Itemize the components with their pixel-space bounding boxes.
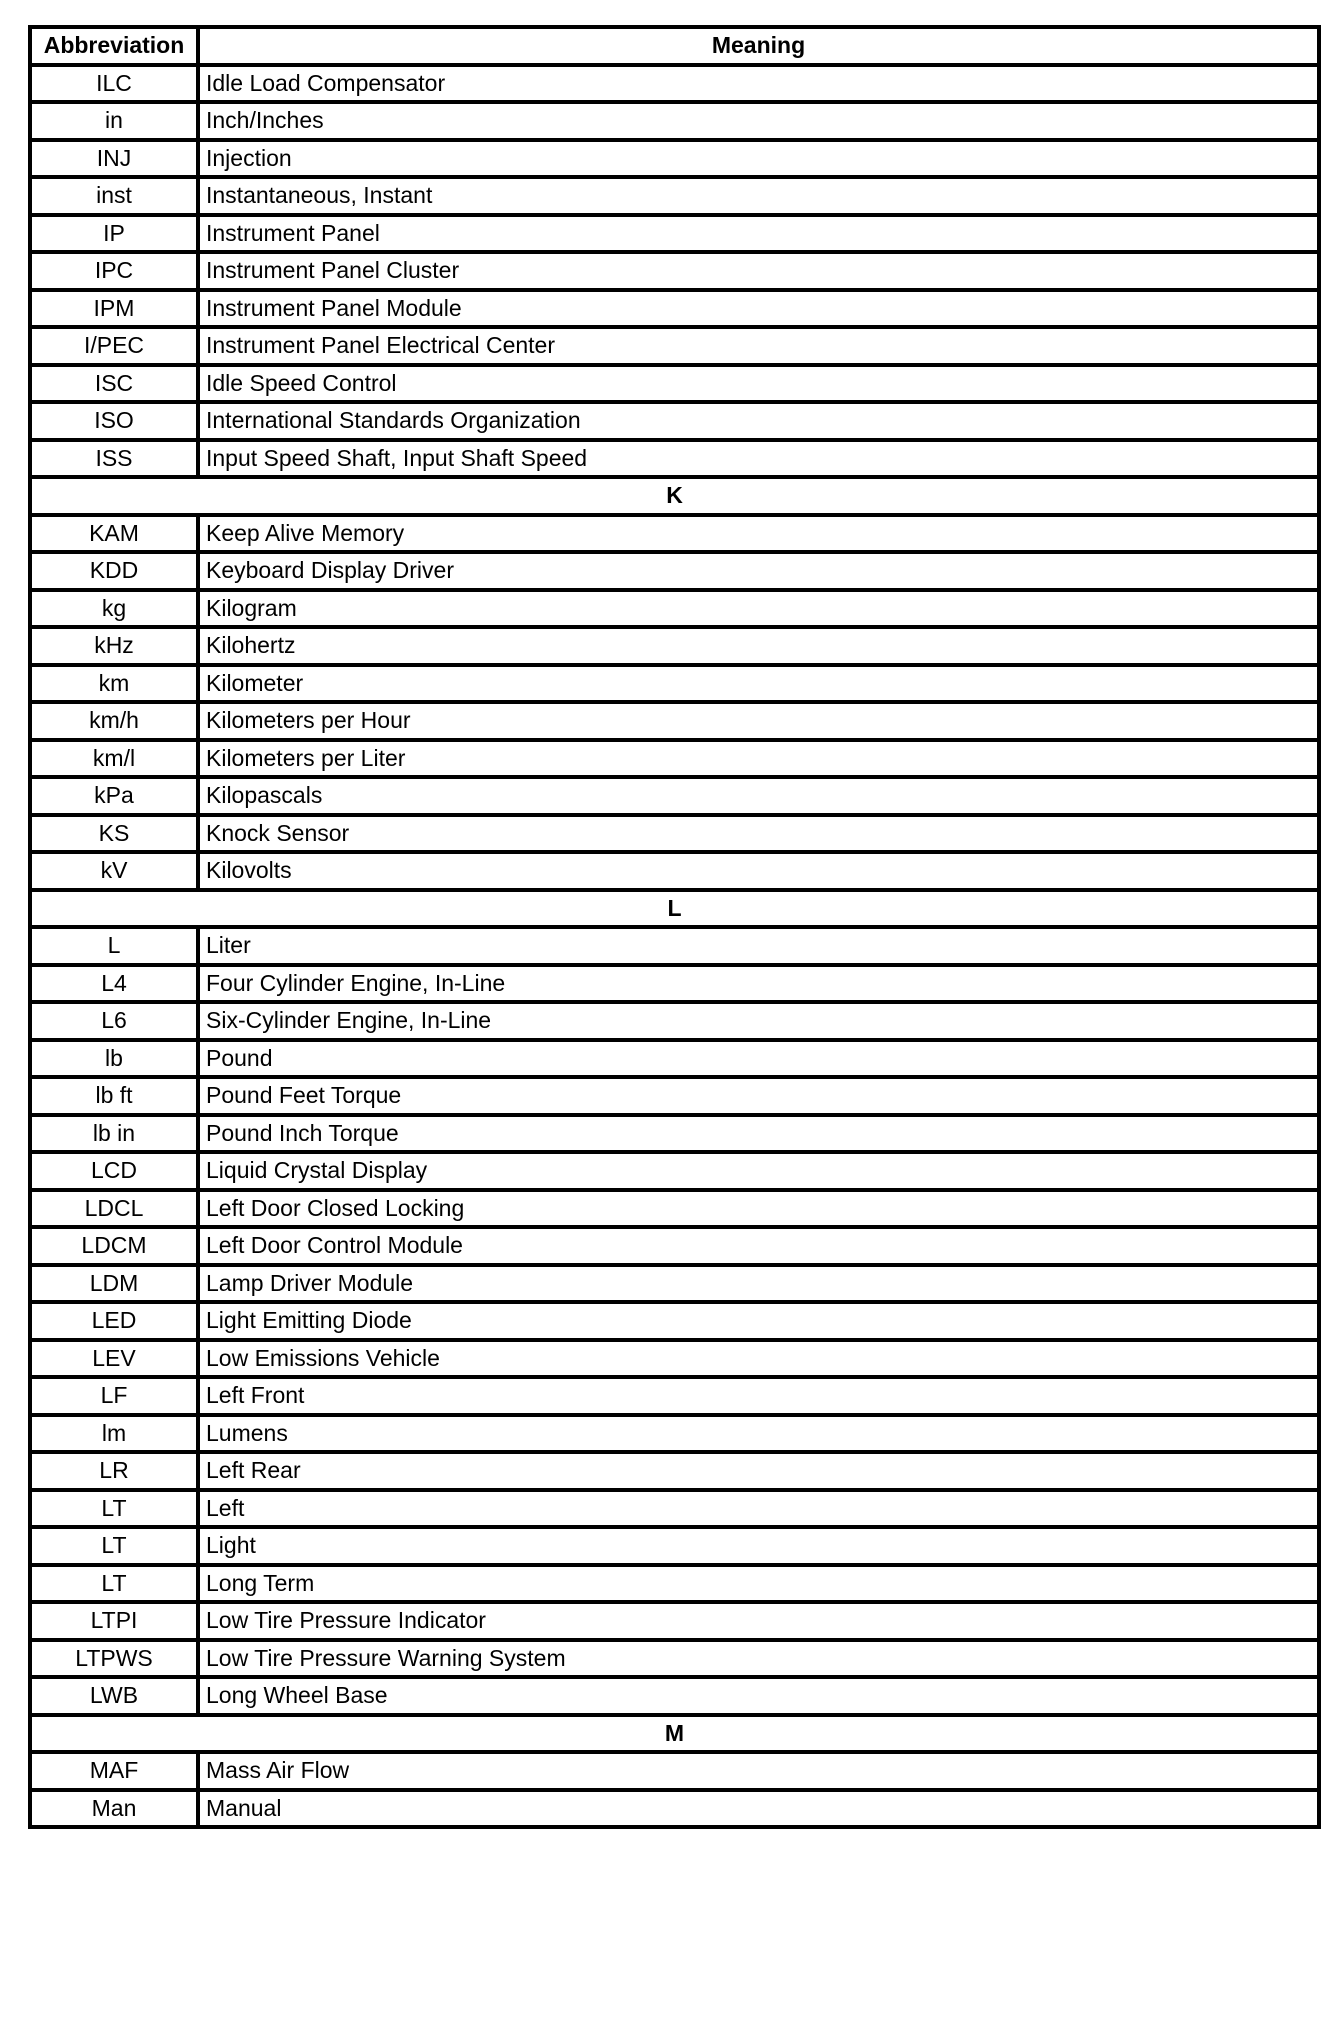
table-row (30, 1077, 1319, 1115)
meaning-cell: Idle Load Compensator (198, 65, 1319, 103)
meaning-cell: Keyboard Display Driver (198, 552, 1319, 590)
abbreviation-cell: lm (30, 1415, 198, 1453)
section-row (30, 890, 1319, 928)
abbreviation-cell: ISO (30, 402, 198, 440)
meaning-cell: Idle Speed Control (198, 365, 1319, 403)
table-row (30, 215, 1319, 253)
meaning-cell: Injection (198, 140, 1319, 178)
abbreviation-cell: KAM (30, 515, 198, 553)
table-row (30, 1490, 1319, 1528)
table-row (30, 1302, 1319, 1340)
table-row (30, 1602, 1319, 1640)
table-row (30, 1265, 1319, 1303)
meaning-cell: Lamp Driver Module (198, 1265, 1319, 1303)
meaning-cell: Left Rear (198, 1452, 1319, 1490)
meaning-cell: Kilohertz (198, 627, 1319, 665)
abbreviation-cell: kHz (30, 627, 198, 665)
abbreviation-cell: lb in (30, 1115, 198, 1153)
section-row (30, 1715, 1319, 1753)
table-row (30, 1565, 1319, 1603)
table-row (30, 815, 1319, 853)
meaning-cell: Kilovolts (198, 852, 1319, 890)
abbreviation-cell: lb (30, 1040, 198, 1078)
meaning-cell: Liter (198, 927, 1319, 965)
meaning-cell: Left Door Closed Locking (198, 1190, 1319, 1228)
abbreviation-cell: LT (30, 1565, 198, 1603)
section-letter: M (30, 1715, 1319, 1753)
table-row (30, 515, 1319, 553)
meaning-cell: Manual (198, 1790, 1319, 1828)
meaning-cell: Low Tire Pressure Indicator (198, 1602, 1319, 1640)
table-row (30, 1227, 1319, 1265)
meaning-cell: Light Emitting Diode (198, 1302, 1319, 1340)
table-row (30, 102, 1319, 140)
table-row (30, 1190, 1319, 1228)
table-row (30, 552, 1319, 590)
abbreviation-cell: LEV (30, 1340, 198, 1378)
table-row (30, 1527, 1319, 1565)
abbreviation-cell: km (30, 665, 198, 703)
table-row (30, 927, 1319, 965)
abbreviation-cell: L (30, 927, 198, 965)
abbreviation-cell: LDCM (30, 1227, 198, 1265)
meaning-cell: Left (198, 1490, 1319, 1528)
section-row (30, 477, 1319, 515)
abbreviation-cell: inst (30, 177, 198, 215)
meaning-cell: Instantaneous, Instant (198, 177, 1319, 215)
abbreviation-cell: kg (30, 590, 198, 628)
meaning-cell: Mass Air Flow (198, 1752, 1319, 1790)
table-row (30, 1340, 1319, 1378)
table-row (30, 1790, 1319, 1828)
abbreviation-cell: km/h (30, 702, 198, 740)
abbreviation-cell: IP (30, 215, 198, 253)
abbreviation-cell: LF (30, 1377, 198, 1415)
abbreviation-cell: LDM (30, 1265, 198, 1303)
table-row (30, 1115, 1319, 1153)
abbreviation-cell: Man (30, 1790, 198, 1828)
abbreviation-cell: KDD (30, 552, 198, 590)
meaning-cell: Knock Sensor (198, 815, 1319, 853)
meaning-cell: Inch/Inches (198, 102, 1319, 140)
table-row (30, 1415, 1319, 1453)
abbreviation-cell: LT (30, 1490, 198, 1528)
meaning-cell: Kilopascals (198, 777, 1319, 815)
abbreviation-cell: LCD (30, 1152, 198, 1190)
abbreviation-cell: IPM (30, 290, 198, 328)
meaning-cell: Low Tire Pressure Warning System (198, 1640, 1319, 1678)
table-row (30, 290, 1319, 328)
meaning-cell: Instrument Panel Module (198, 290, 1319, 328)
meaning-cell: Keep Alive Memory (198, 515, 1319, 553)
abbreviation-cell: MAF (30, 1752, 198, 1790)
meaning-cell: Kilogram (198, 590, 1319, 628)
meaning-cell: Light (198, 1527, 1319, 1565)
table-row (30, 402, 1319, 440)
meaning-cell: Pound Feet Torque (198, 1077, 1319, 1115)
table-row (30, 1152, 1319, 1190)
abbreviation-cell: LTPI (30, 1602, 198, 1640)
table-row (30, 777, 1319, 815)
abbreviation-cell: L4 (30, 965, 198, 1003)
meaning-cell: Pound (198, 1040, 1319, 1078)
table-row (30, 177, 1319, 215)
abbreviation-cell: INJ (30, 140, 198, 178)
table-row (30, 365, 1319, 403)
table-row (30, 327, 1319, 365)
section-letter: K (30, 477, 1319, 515)
abbreviation-cell: LED (30, 1302, 198, 1340)
abbreviation-cell: I/PEC (30, 327, 198, 365)
abbreviation-cell: km/l (30, 740, 198, 778)
meaning-cell: Liquid Crystal Display (198, 1152, 1319, 1190)
table-row (30, 1752, 1319, 1790)
meaning-cell: Four Cylinder Engine, In-Line (198, 965, 1319, 1003)
abbreviation-cell: LT (30, 1527, 198, 1565)
abbreviation-cell: KS (30, 815, 198, 853)
meaning-cell: Lumens (198, 1415, 1319, 1453)
table-row (30, 1452, 1319, 1490)
table-row (30, 590, 1319, 628)
meaning-cell: Six-Cylinder Engine, In-Line (198, 1002, 1319, 1040)
table-row (30, 140, 1319, 178)
meaning-cell: Kilometer (198, 665, 1319, 703)
abbreviation-cell: in (30, 102, 198, 140)
meaning-cell: Input Speed Shaft, Input Shaft Speed (198, 440, 1319, 478)
header-meaning: Meaning (198, 27, 1319, 65)
abbreviation-cell: LTPWS (30, 1640, 198, 1678)
meaning-cell: Instrument Panel Electrical Center (198, 327, 1319, 365)
meaning-cell: Long Wheel Base (198, 1677, 1319, 1715)
meaning-cell: Left Front (198, 1377, 1319, 1415)
abbreviation-cell: IPC (30, 252, 198, 290)
abbreviation-cell: L6 (30, 1002, 198, 1040)
abbreviation-cell: ISS (30, 440, 198, 478)
table-row (30, 440, 1319, 478)
abbreviation-cell: lb ft (30, 1077, 198, 1115)
abbreviation-cell: kV (30, 852, 198, 890)
abbreviation-cell: kPa (30, 777, 198, 815)
meaning-cell: Low Emissions Vehicle (198, 1340, 1319, 1378)
meaning-cell: Pound Inch Torque (198, 1115, 1319, 1153)
abbreviation-cell: LWB (30, 1677, 198, 1715)
table-row (30, 665, 1319, 703)
meaning-cell: Kilometers per Hour (198, 702, 1319, 740)
abbreviation-cell: LDCL (30, 1190, 198, 1228)
header-row (30, 27, 1319, 65)
abbreviations-table (28, 25, 1321, 1829)
meaning-cell: Long Term (198, 1565, 1319, 1603)
meaning-cell: Kilometers per Liter (198, 740, 1319, 778)
table-row (30, 702, 1319, 740)
table-row (30, 740, 1319, 778)
meaning-cell: International Standards Organization (198, 402, 1319, 440)
abbreviation-cell: LR (30, 1452, 198, 1490)
table-row (30, 1002, 1319, 1040)
table-row (30, 65, 1319, 103)
table-row (30, 852, 1319, 890)
table-row (30, 965, 1319, 1003)
table-row (30, 1377, 1319, 1415)
section-letter: L (30, 890, 1319, 928)
table-row (30, 1040, 1319, 1078)
meaning-cell: Instrument Panel (198, 215, 1319, 253)
table-row (30, 1677, 1319, 1715)
header-abbreviation: Abbreviation (30, 27, 198, 65)
meaning-cell: Left Door Control Module (198, 1227, 1319, 1265)
abbreviation-cell: ISC (30, 365, 198, 403)
meaning-cell: Instrument Panel Cluster (198, 252, 1319, 290)
table-row (30, 252, 1319, 290)
table-row (30, 627, 1319, 665)
abbreviation-cell: ILC (30, 65, 198, 103)
table-row (30, 1640, 1319, 1678)
